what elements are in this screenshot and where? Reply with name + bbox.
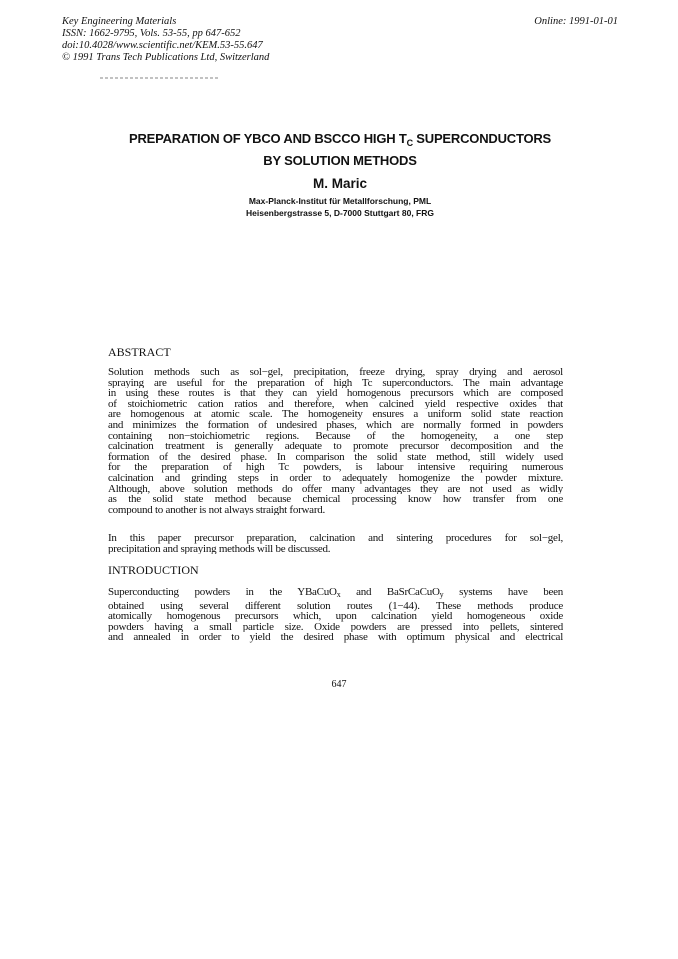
text-line: In this paper precursor preparation, calcination and sintering procedures for sol−gel, — [108, 533, 563, 544]
title-line-1: PREPARATION OF YBCO AND BSCCO HIGH $T_C$ SUPERCONDUCTORS — [128, 131, 552, 148]
title-line-2: BY SOLUTION METHODS — [263, 153, 417, 168]
affiliation-line-2: Heisenbergstrasse 5, D-7000 Stuttgart 80, FRG — [245, 208, 434, 218]
affiliation-line-1: Max-Planck-Institut für Metallforschung, PML — [248, 196, 432, 206]
abstract-paragraph-2 — [108, 533, 563, 554]
journal-header — [62, 16, 618, 64]
text-line: of stoichiometric cation ratios and therefore, when calcined yield respective oxides that — [108, 398, 563, 410]
text-line: Superconducting powders in the YBaCuO$_x$ and BaSrCaCuO$_y$ systems have been — [108, 587, 563, 599]
doi-line: doi:10.4028/www.scientific.net/KEM.53-55.647 — [62, 40, 263, 51]
text-line: obtained using several different solution routes (1−44). These methods produce — [108, 600, 563, 612]
text-line: calcination and grinding steps in order to adequately homogenize the powder mixture. — [108, 472, 563, 484]
text-line: spraying are useful for the preparation of high Tc superconductors. The main advantage — [108, 377, 563, 389]
text-line: as the solid state method because chemical processing know how transfer from one — [108, 494, 563, 505]
journal-name: Key Engineering Materials — [62, 16, 177, 27]
copyright-line: © 1991 Trans Tech Publications Ltd, Switzerland — [62, 52, 270, 63]
paper-title — [60, 130, 620, 169]
issn-line: ISSN: 1662-9795, Vols. 53-55, pp 647-652 — [62, 28, 241, 39]
text-line: calcination treatment is generally adequate to promote precursor decomposition and the — [108, 441, 563, 452]
text-line: and annealed in order to yield the desired phase with optimum physical and electrical — [108, 632, 563, 643]
abstract-heading: ABSTRACT — [108, 345, 171, 359]
text-line: for the preparation of high Tc powders, is labour intensive requiring numerous — [108, 462, 563, 473]
introduction-paragraph — [108, 587, 563, 643]
text-line: formation of the desired phase. In comparison the solid state method, still widely used — [108, 451, 563, 463]
text-line: Solution methods such as sol−gel, precipitation, freeze drying, spray drying and aerosol — [108, 367, 563, 378]
text-line: compound to another is not always straight forward. — [108, 504, 325, 516]
page-number: 647 — [331, 679, 347, 690]
text-line: powders having a small particle size. Oxide powders are pressed into pellets, sintered — [108, 621, 563, 633]
text-line: are homogenous at atomic scale. The homogeneity ensures a uniform solid state reaction — [108, 409, 563, 420]
text-line: atomically homogenous precursors which, upon calcination yield homogeneous oxide — [108, 611, 563, 622]
scan-artifact — [100, 77, 220, 79]
text-line: Although, above solution methods do offer many advantages they are not used as widly — [108, 483, 563, 495]
online-date: Online: 1991-01-01 — [534, 16, 618, 27]
text-line: and minimizes the formation of undesired phases, which are normally formed in powders — [108, 419, 563, 431]
affiliation — [60, 195, 620, 219]
author-name: M. Maric — [312, 176, 367, 191]
text-line: precipitation and spraying methods will be discussed. — [108, 543, 331, 555]
introduction-heading: INTRODUCTION — [108, 563, 199, 577]
text-line: in using these routes is that they can yield homogenous precursors which are composed — [108, 388, 563, 399]
text-line: containing non−stoichiometric regions. Because of the homogeneity, a one step — [108, 430, 563, 442]
abstract-paragraph-1 — [108, 367, 563, 515]
